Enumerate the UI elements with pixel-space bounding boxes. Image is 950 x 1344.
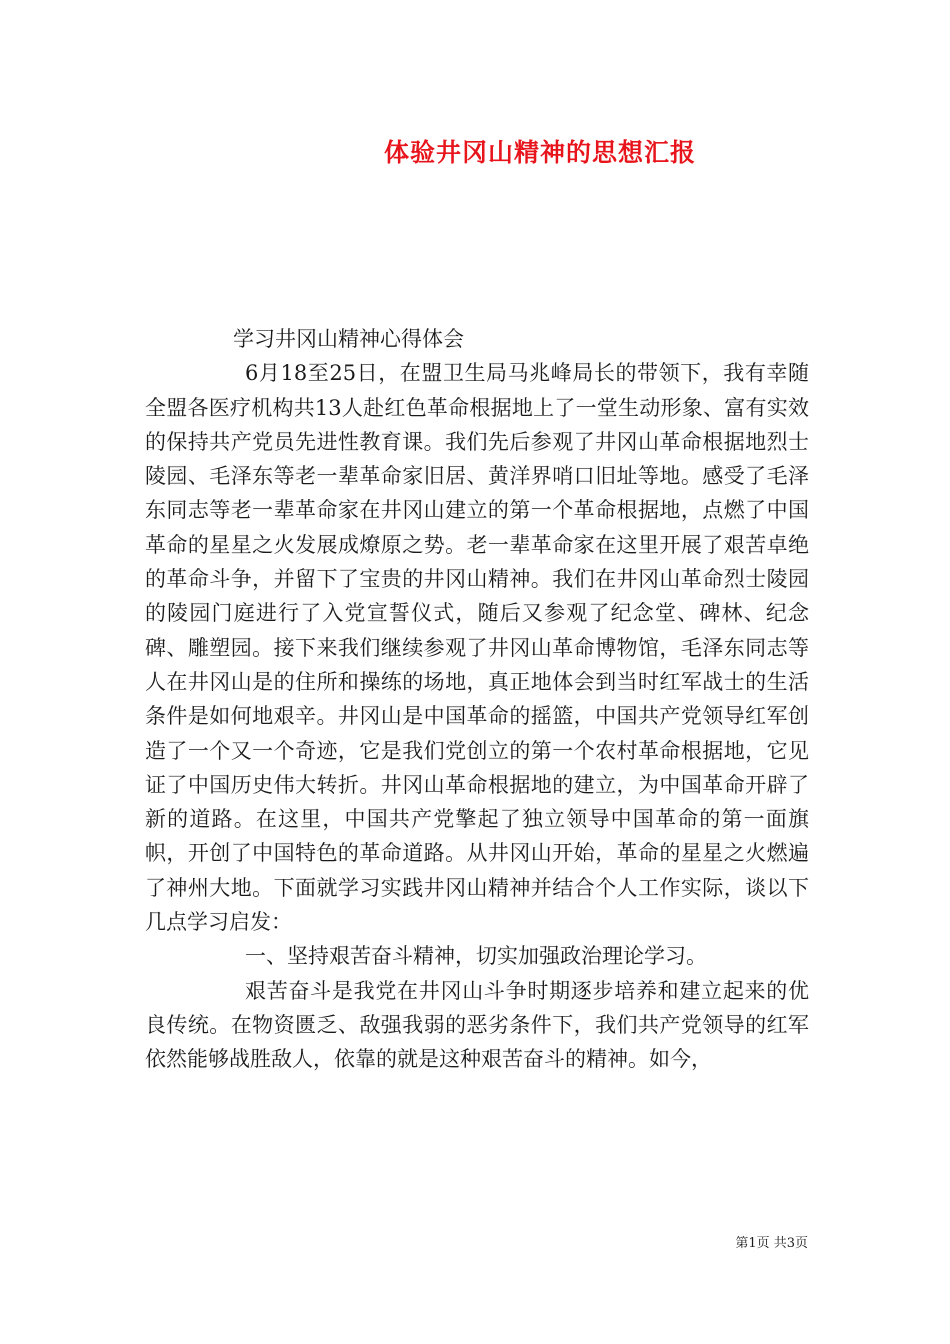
paragraph-intro: 6月18至25日，在盟卫生局马兆峰局长的带领下，我有幸随全盟各医疗机构共13人赴红色革命根据地上了一堂生动形象、富有实效的保持共产党员先进性教育课。我们先后参观了井冈山革命根据地烈士陵园、毛泽东等老一辈革命家旧居、黄洋界哨口旧址等地。感受了毛泽东同志等老一辈革命家在井冈山建立的第一个革命根据地，点燃了中国革命的星星之火发展成燎原之势。老一辈革命家在这里开展了艰苦卓绝的革命斗争，并留下了宝贵的井冈山精神。我们在井冈山革命烈士陵园的陵园门庭进行了入党宣誓仪式，随后又参观了纪念堂、碑林、纪念碑、雕塑园。接下来我们继续参观了井冈山革命博物馆，毛泽东同志等人在井冈山是的住所和操练的场地，真正地体会到当时红军战士的生活条件是如何地艰辛。井冈山是中国革命的摇篮，中国共产党领导红军创造了一个又一个奇迹，它是我们党创立的第一个农村革命根据地，它见证了中国历史伟大转折。井冈山革命根据地的建立，为中国革命开辟了新的道路。在这里，中国共产党擎起了独立领导中国革命的第一面旗帜，开创了中国特色的革命道路。从井冈山开始，革命的星星之火燃遍了神州大地。下面就学习实践井冈山精神并结合个人工作实际，谈以下几点学习启发： [145, 361, 809, 935]
document-title: 体验井冈山精神的思想汇报 [383, 138, 696, 167]
document-body [145, 322, 809, 1077]
section-heading-1: 一、坚持艰苦奋斗精神，切实加强政治理论学习。 [245, 944, 707, 969]
paragraph-section-1: 艰苦奋斗是我党在井冈山斗争时期逐步培养和建立起来的优良传统。在物资匮乏、敌强我弱的恶劣条件下，我们共产党领导的红军依然能够战胜敌人，依靠的就是这种艰苦奋斗的精神。如今， [145, 978, 809, 1072]
document-subtitle: 学习井冈山精神心得体会 [233, 327, 464, 351]
page-footer: 第1页 共3页 [735, 1236, 808, 1251]
